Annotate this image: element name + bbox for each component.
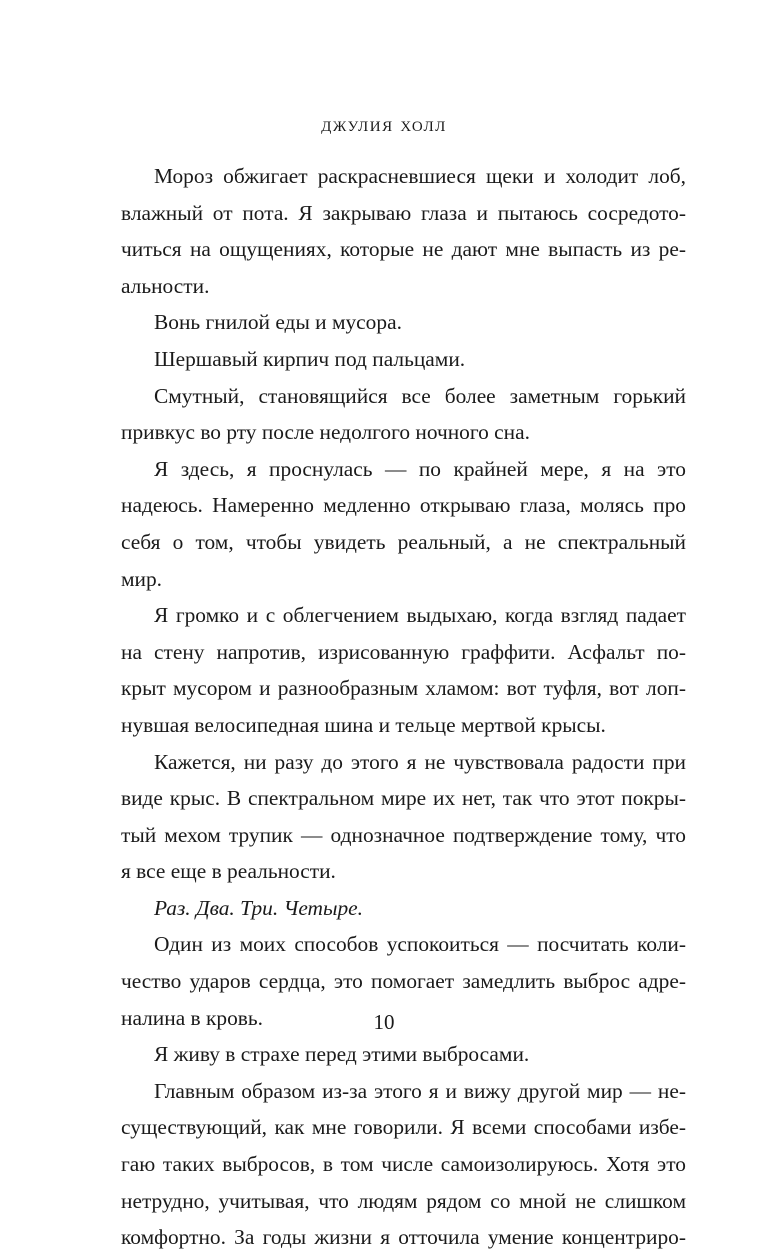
text-line: нувшая велосипедная шина и тельце мертвой крысы. <box>121 712 606 737</box>
text-line: альности. <box>121 273 210 298</box>
running-head: джулия холл <box>321 112 447 136</box>
text-line: комфортно. За годы жизни я отточила умение концентриро- <box>121 1225 686 1250</box>
text-line: читься на ощущениях, которые не дают мне выпасть из ре- <box>121 237 686 262</box>
text-line: влажный от пота. Я закрываю глаза и пытаюсь сосредото- <box>121 200 686 225</box>
text-line: себя о том, чтобы увидеть реальный, а не спектральный <box>121 529 686 554</box>
text-line-italic: Раз. Два. Три. Четыре. <box>154 895 363 920</box>
body-text <box>121 158 686 1256</box>
text-line: существующий, как мне говорили. Я всеми способами избе- <box>121 1115 686 1140</box>
text-line: Шершавый кирпич под пальцами. <box>154 346 466 371</box>
text-line: Смутный, становящийся все более заметным горький <box>154 383 686 408</box>
text-line: Я громко и с облегчением выдыхаю, когда взгляд падает <box>154 603 686 628</box>
text-line: крыт мусором и разнообразным хламом: вот туфля, вот лоп- <box>121 676 686 701</box>
text-line: Один из моих способов успокоиться — посчитать коли- <box>154 932 686 957</box>
text-line: тый мехом трупик — однозначное подтверждение тому, что <box>121 822 686 847</box>
text-line: Вонь гнилой еды и мусора. <box>154 310 402 335</box>
text-line: привкус во рту после недолгого ночного сна. <box>121 420 530 445</box>
text-line: я все еще в реальности. <box>121 859 336 884</box>
text-line: Я живу в страхе перед этими выбросами. <box>154 1042 530 1067</box>
text-line: чество ударов сердца, это помогает замедлить выброс адре- <box>121 969 686 994</box>
text-line: надеюсь. Намеренно медленно открываю глаза, молясь про <box>121 493 686 518</box>
text-line: налина в кровь. <box>121 1005 263 1030</box>
text-line: Кажется, ни разу до этого я не чувствовала радости при <box>154 749 686 774</box>
text-line: нетрудно, учитывая, что людям рядом со мной не слишком <box>121 1188 686 1213</box>
text-line: Я здесь, я проснулась — по крайней мере, я на это <box>154 456 686 481</box>
text-line: на стену напротив, изрисованную граффити. Асфальт по- <box>121 639 686 664</box>
text-line: Главным образом из-за этого я и вижу другой мир — не- <box>154 1078 686 1103</box>
text-line: мир. <box>121 566 163 591</box>
text-line: виде крыс. В спектральном мире их нет, так что этот покры- <box>121 786 686 811</box>
text-line: гаю таких выбросов, в том числе самоизолируюсь. Хотя это <box>121 1152 686 1177</box>
text-line: Мороз обжигает раскрасневшиеся щеки и холодит лоб, <box>154 164 686 188</box>
page-number: 10 <box>373 1010 395 1034</box>
